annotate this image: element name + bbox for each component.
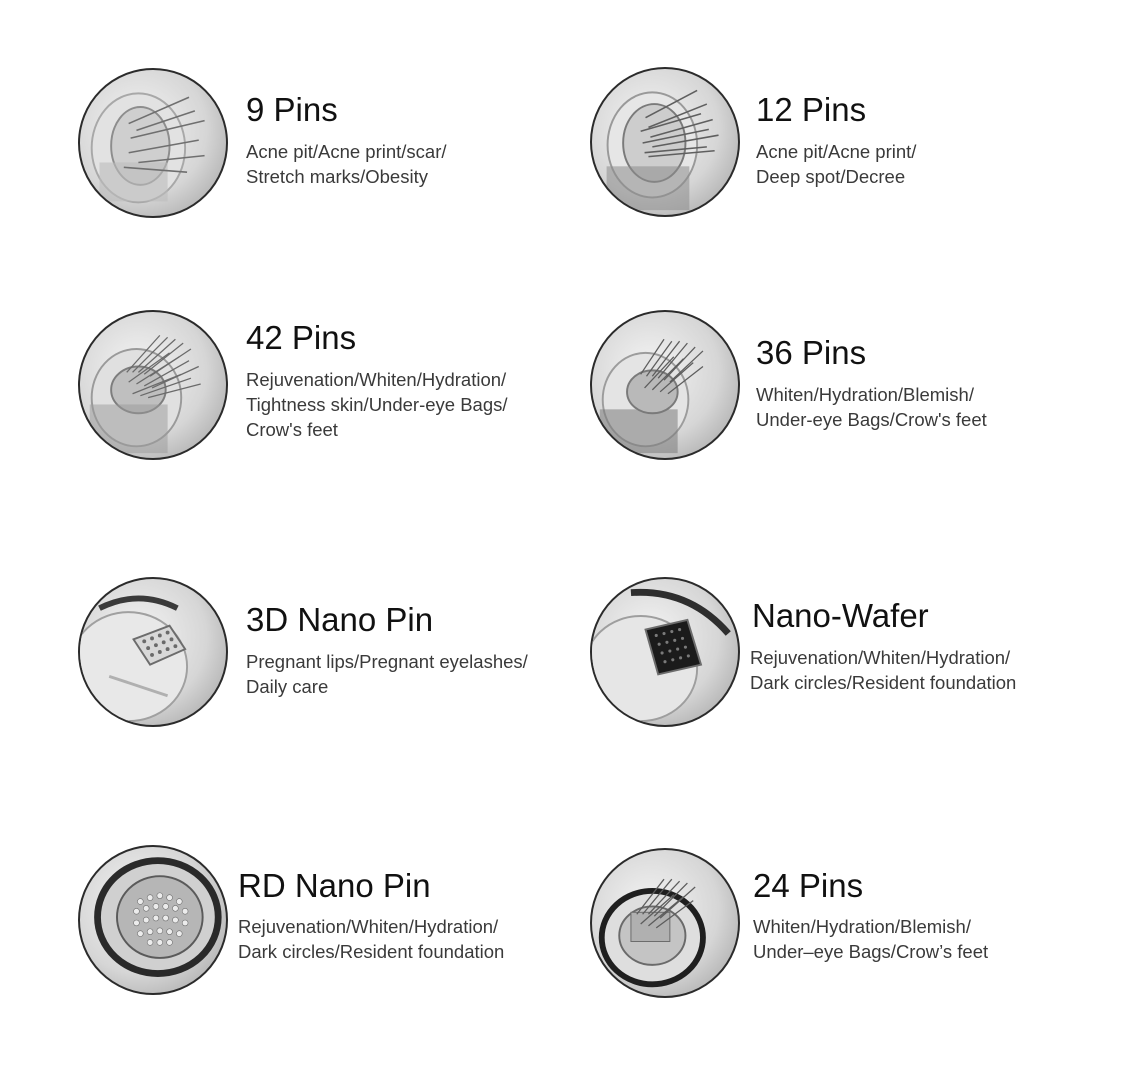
- needle-cartridge-42-pins-icon: [78, 310, 228, 460]
- description-line: Pregnant lips/Pregnant eyelashes/: [246, 651, 528, 672]
- description-line: Under-eye Bags/Crow's feet: [756, 409, 987, 430]
- description-line: Tightness skin/Under-eye Bags/: [246, 394, 508, 415]
- product-title: 24 Pins: [753, 867, 864, 904]
- description-line: Rejuvenation/Whiten/Hydration/: [750, 647, 1011, 668]
- description-line: Acne pit/Acne print/scar/: [246, 141, 447, 162]
- product-description: [246, 367, 508, 442]
- needle-cartridge-9-pins-icon: [78, 68, 228, 218]
- product-title: 3D Nano Pin: [246, 601, 434, 638]
- needle-cartridge-3d-nano-icon: [78, 577, 228, 727]
- needle-cartridge-nano-wafer-icon: [590, 577, 740, 727]
- description-line: Stretch marks/Obesity: [246, 166, 428, 187]
- product-title: RD Nano Pin: [238, 867, 431, 904]
- description-line: Whiten/Hydration/Blemish/: [756, 384, 974, 405]
- product-description: [246, 649, 528, 699]
- description-line: Dark circles/Resident foundation: [750, 672, 1017, 693]
- needle-cartridge-12-pins-icon: [590, 67, 740, 217]
- product-title: 36 Pins: [756, 334, 867, 371]
- product-description: [750, 645, 1016, 695]
- description-line: Acne pit/Acne print/: [756, 141, 917, 162]
- product-title: 42 Pins: [246, 319, 357, 356]
- product-description: [756, 139, 916, 189]
- description-line: Daily care: [246, 676, 329, 697]
- product-description: [753, 914, 988, 964]
- description-line: Crow's feet: [246, 419, 338, 440]
- needle-cartridge-rd-nano-icon: [78, 845, 228, 995]
- description-line: Rejuvenation/Whiten/Hydration/: [246, 369, 507, 390]
- description-line: Rejuvenation/Whiten/Hydration/: [238, 916, 499, 937]
- needle-cartridge-36-pins-icon: [590, 310, 740, 460]
- product-description: [756, 382, 987, 432]
- needle-cartridge-24-pins-icon: [590, 848, 740, 998]
- product-title: 12 Pins: [756, 91, 867, 128]
- product-description: [238, 914, 504, 964]
- product-title: Nano-Wafer: [752, 597, 929, 634]
- description-line: Dark circles/Resident foundation: [238, 941, 505, 962]
- product-title: 9 Pins: [246, 91, 338, 128]
- description-line: Deep spot/Decree: [756, 166, 906, 187]
- description-line: Under–eye Bags/Crow’s feet: [753, 941, 989, 962]
- product-description: [246, 139, 447, 189]
- description-line: Whiten/Hydration/Blemish/: [753, 916, 971, 937]
